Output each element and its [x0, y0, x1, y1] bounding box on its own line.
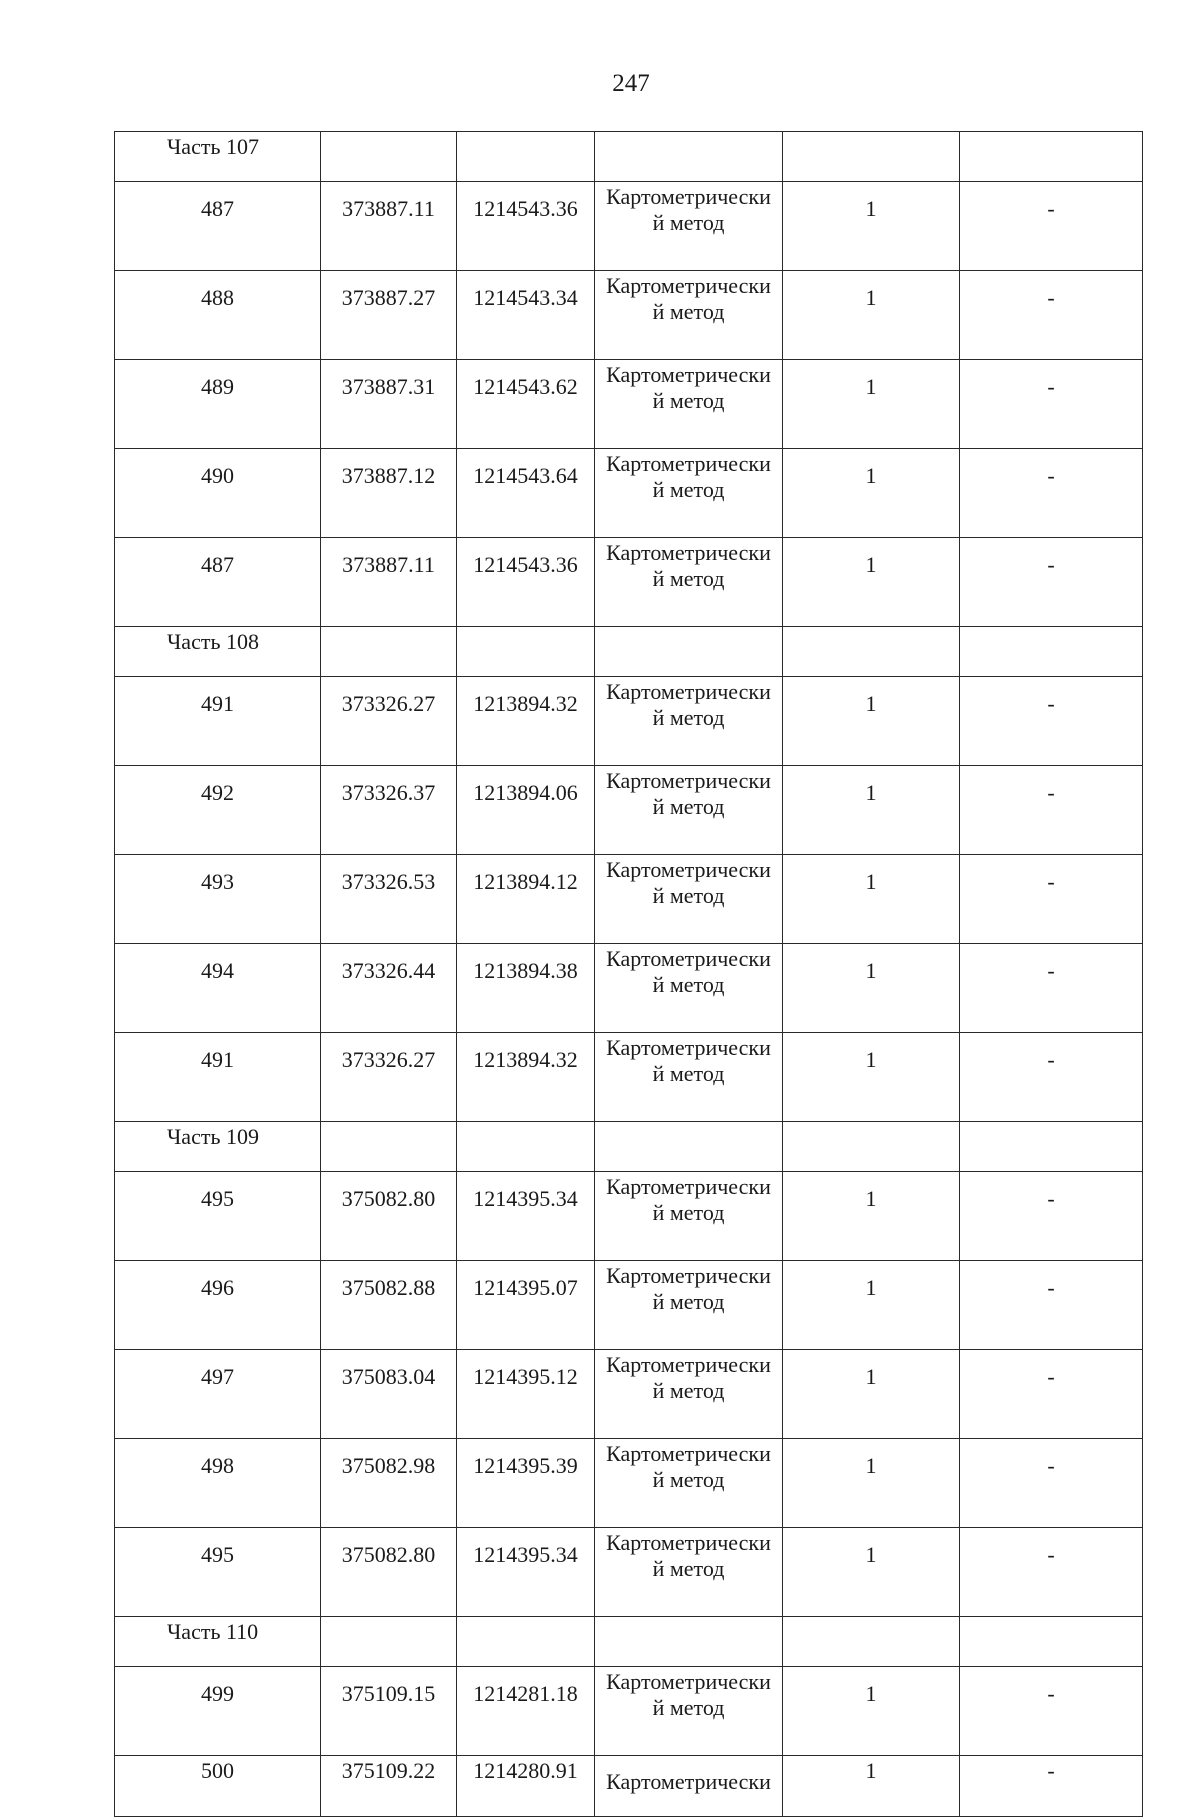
point-number-cell: 489	[115, 360, 321, 449]
table-row	[115, 1033, 1143, 1122]
empty-cell	[321, 1617, 457, 1667]
empty-cell	[783, 1617, 960, 1667]
method-cell	[595, 1667, 783, 1756]
note-cell: -	[960, 538, 1143, 627]
y-coordinate-cell: 1214395.34	[457, 1528, 595, 1617]
y-coordinate-cell: 1213894.32	[457, 1033, 595, 1122]
y-coordinate-cell: 1214281.18	[457, 1667, 595, 1756]
note-cell: -	[960, 766, 1143, 855]
section-header-row	[115, 1617, 1143, 1667]
x-coordinate-cell: 373887.31	[321, 360, 457, 449]
table-row	[115, 677, 1143, 766]
empty-cell	[783, 1122, 960, 1172]
method-text-line: й метод	[652, 883, 725, 908]
table-row	[115, 1528, 1143, 1617]
point-number-cell: 495	[115, 1528, 321, 1617]
method-text-line: Картометрически	[606, 679, 771, 704]
page-number: 247	[612, 70, 650, 97]
empty-cell	[595, 1617, 783, 1667]
method-cell	[595, 271, 783, 360]
table-row	[115, 1350, 1143, 1439]
y-coordinate-cell: 1213894.12	[457, 855, 595, 944]
table-row	[115, 944, 1143, 1033]
method-text-line: й метод	[652, 1556, 725, 1581]
accuracy-cell: 1	[783, 360, 960, 449]
point-number-cell: 491	[115, 1033, 321, 1122]
y-coordinate-cell: 1214395.12	[457, 1350, 595, 1439]
x-coordinate-cell: 375083.04	[321, 1350, 457, 1439]
method-text-line: й метод	[652, 299, 725, 324]
table-row	[115, 360, 1143, 449]
method-text-line: й метод	[652, 1200, 725, 1225]
x-coordinate-cell: 375082.98	[321, 1439, 457, 1528]
accuracy-cell: 1	[783, 1756, 960, 1817]
section-header-row	[115, 1122, 1143, 1172]
method-cell	[595, 1756, 783, 1817]
empty-cell	[783, 132, 960, 182]
note-cell: -	[960, 1350, 1143, 1439]
point-number-cell: 490	[115, 449, 321, 538]
x-coordinate-cell: 373887.11	[321, 182, 457, 271]
empty-cell	[457, 132, 595, 182]
note-cell: -	[960, 1439, 1143, 1528]
x-coordinate-cell: 375109.15	[321, 1667, 457, 1756]
y-coordinate-cell: 1214543.64	[457, 449, 595, 538]
y-coordinate-cell: 1214395.07	[457, 1261, 595, 1350]
y-coordinate-cell: 1214543.62	[457, 360, 595, 449]
method-text-line: Картометрически	[606, 273, 771, 298]
accuracy-cell: 1	[783, 449, 960, 538]
empty-cell	[457, 1122, 595, 1172]
table-row	[115, 538, 1143, 627]
method-cell	[595, 1350, 783, 1439]
point-number-cell: 498	[115, 1439, 321, 1528]
x-coordinate-cell: 375082.80	[321, 1172, 457, 1261]
note-cell: -	[960, 182, 1143, 271]
method-text-line: й метод	[652, 972, 725, 997]
note-cell: -	[960, 271, 1143, 360]
note-cell: -	[960, 1172, 1143, 1261]
method-text-line: Картометрически	[606, 1769, 771, 1794]
method-text-line: й метод	[652, 388, 725, 413]
x-coordinate-cell: 375082.80	[321, 1528, 457, 1617]
accuracy-cell: 1	[783, 1172, 960, 1261]
method-cell	[595, 449, 783, 538]
section-label: Часть 108	[115, 627, 321, 677]
empty-cell	[960, 627, 1143, 677]
method-text-line: Картометрически	[606, 1352, 771, 1377]
method-text-line: й метод	[652, 1378, 725, 1403]
note-cell: -	[960, 1756, 1143, 1817]
method-text-line: Картометрически	[606, 540, 771, 565]
empty-cell	[595, 132, 783, 182]
method-text-line: Картометрически	[606, 768, 771, 793]
method-cell	[595, 1033, 783, 1122]
empty-cell	[783, 627, 960, 677]
method-text-line: Картометрически	[606, 946, 771, 971]
empty-cell	[457, 627, 595, 677]
table-row	[115, 271, 1143, 360]
x-coordinate-cell: 373326.37	[321, 766, 457, 855]
empty-cell	[457, 1617, 595, 1667]
table-row	[115, 1261, 1143, 1350]
method-cell	[595, 855, 783, 944]
note-cell: -	[960, 944, 1143, 1033]
x-coordinate-cell: 375082.88	[321, 1261, 457, 1350]
table-row	[115, 449, 1143, 538]
note-cell: -	[960, 855, 1143, 944]
method-cell	[595, 182, 783, 271]
accuracy-cell: 1	[783, 1033, 960, 1122]
method-text-line: Картометрически	[606, 1441, 771, 1466]
table-row	[115, 766, 1143, 855]
method-cell	[595, 677, 783, 766]
x-coordinate-cell: 373887.12	[321, 449, 457, 538]
method-text-line: й метод	[652, 1061, 725, 1086]
y-coordinate-cell: 1214543.36	[457, 182, 595, 271]
accuracy-cell: 1	[783, 1350, 960, 1439]
coordinates-table-body	[115, 132, 1143, 1817]
accuracy-cell: 1	[783, 1667, 960, 1756]
note-cell: -	[960, 1033, 1143, 1122]
table-row	[115, 1439, 1143, 1528]
method-text-line: й метод	[652, 477, 725, 502]
point-number-cell: 488	[115, 271, 321, 360]
empty-cell	[960, 132, 1143, 182]
method-text-line: Картометрически	[606, 184, 771, 209]
table-row	[115, 1756, 1143, 1817]
method-text-line: й метод	[652, 794, 725, 819]
method-text-line: Картометрически	[606, 1263, 771, 1288]
method-text-line: Картометрически	[606, 1035, 771, 1060]
method-text-line: Картометрически	[606, 1174, 771, 1199]
point-number-cell: 487	[115, 538, 321, 627]
accuracy-cell: 1	[783, 677, 960, 766]
table-row	[115, 1667, 1143, 1756]
accuracy-cell: 1	[783, 538, 960, 627]
section-label: Часть 107	[115, 132, 321, 182]
y-coordinate-cell: 1214543.34	[457, 271, 595, 360]
accuracy-cell: 1	[783, 1528, 960, 1617]
method-cell	[595, 1172, 783, 1261]
accuracy-cell: 1	[783, 182, 960, 271]
method-text-line: й метод	[652, 1467, 725, 1492]
note-cell: -	[960, 677, 1143, 766]
note-cell: -	[960, 449, 1143, 538]
method-text-line: й метод	[652, 210, 725, 235]
y-coordinate-cell: 1214543.36	[457, 538, 595, 627]
method-cell	[595, 1528, 783, 1617]
point-number-cell: 487	[115, 182, 321, 271]
point-number-cell: 494	[115, 944, 321, 1033]
method-text-line: й метод	[652, 705, 725, 730]
table-row	[115, 182, 1143, 271]
point-number-cell: 492	[115, 766, 321, 855]
section-label: Часть 110	[115, 1617, 321, 1667]
table-row	[115, 1172, 1143, 1261]
note-cell: -	[960, 1667, 1143, 1756]
method-text-line: й метод	[652, 566, 725, 591]
note-cell: -	[960, 360, 1143, 449]
x-coordinate-cell: 373326.44	[321, 944, 457, 1033]
accuracy-cell: 1	[783, 271, 960, 360]
coordinates-table	[114, 131, 1143, 1817]
empty-cell	[321, 132, 457, 182]
accuracy-cell: 1	[783, 1439, 960, 1528]
method-cell	[595, 1439, 783, 1528]
point-number-cell: 493	[115, 855, 321, 944]
method-cell	[595, 944, 783, 1033]
empty-cell	[595, 627, 783, 677]
empty-cell	[960, 1617, 1143, 1667]
accuracy-cell: 1	[783, 855, 960, 944]
method-cell	[595, 360, 783, 449]
method-cell	[595, 766, 783, 855]
accuracy-cell: 1	[783, 1261, 960, 1350]
section-header-row	[115, 627, 1143, 677]
y-coordinate-cell: 1213894.06	[457, 766, 595, 855]
x-coordinate-cell: 373887.27	[321, 271, 457, 360]
section-label: Часть 109	[115, 1122, 321, 1172]
note-cell: -	[960, 1528, 1143, 1617]
method-cell	[595, 538, 783, 627]
method-text-line: Картометрически	[606, 451, 771, 476]
y-coordinate-cell: 1214280.91	[457, 1756, 595, 1817]
x-coordinate-cell: 375109.22	[321, 1756, 457, 1817]
note-cell: -	[960, 1261, 1143, 1350]
y-coordinate-cell: 1214395.39	[457, 1439, 595, 1528]
y-coordinate-cell: 1213894.32	[457, 677, 595, 766]
method-text-line: й метод	[652, 1695, 725, 1720]
accuracy-cell: 1	[783, 766, 960, 855]
x-coordinate-cell: 373326.53	[321, 855, 457, 944]
x-coordinate-cell: 373326.27	[321, 677, 457, 766]
method-text-line: Картометрически	[606, 857, 771, 882]
section-header-row	[115, 132, 1143, 182]
empty-cell	[595, 1122, 783, 1172]
table-row	[115, 855, 1143, 944]
point-number-cell: 495	[115, 1172, 321, 1261]
point-number-cell: 497	[115, 1350, 321, 1439]
empty-cell	[321, 1122, 457, 1172]
x-coordinate-cell: 373326.27	[321, 1033, 457, 1122]
point-number-cell: 491	[115, 677, 321, 766]
y-coordinate-cell: 1213894.38	[457, 944, 595, 1033]
empty-cell	[321, 627, 457, 677]
accuracy-cell: 1	[783, 944, 960, 1033]
method-text-line: Картометрически	[606, 362, 771, 387]
point-number-cell: 499	[115, 1667, 321, 1756]
point-number-cell: 500	[115, 1756, 321, 1817]
x-coordinate-cell: 373887.11	[321, 538, 457, 627]
method-text-line: Картометрически	[606, 1530, 771, 1555]
empty-cell	[960, 1122, 1143, 1172]
method-cell	[595, 1261, 783, 1350]
method-text-line: Картометрически	[606, 1669, 771, 1694]
method-text-line: й метод	[652, 1289, 725, 1314]
y-coordinate-cell: 1214395.34	[457, 1172, 595, 1261]
point-number-cell: 496	[115, 1261, 321, 1350]
